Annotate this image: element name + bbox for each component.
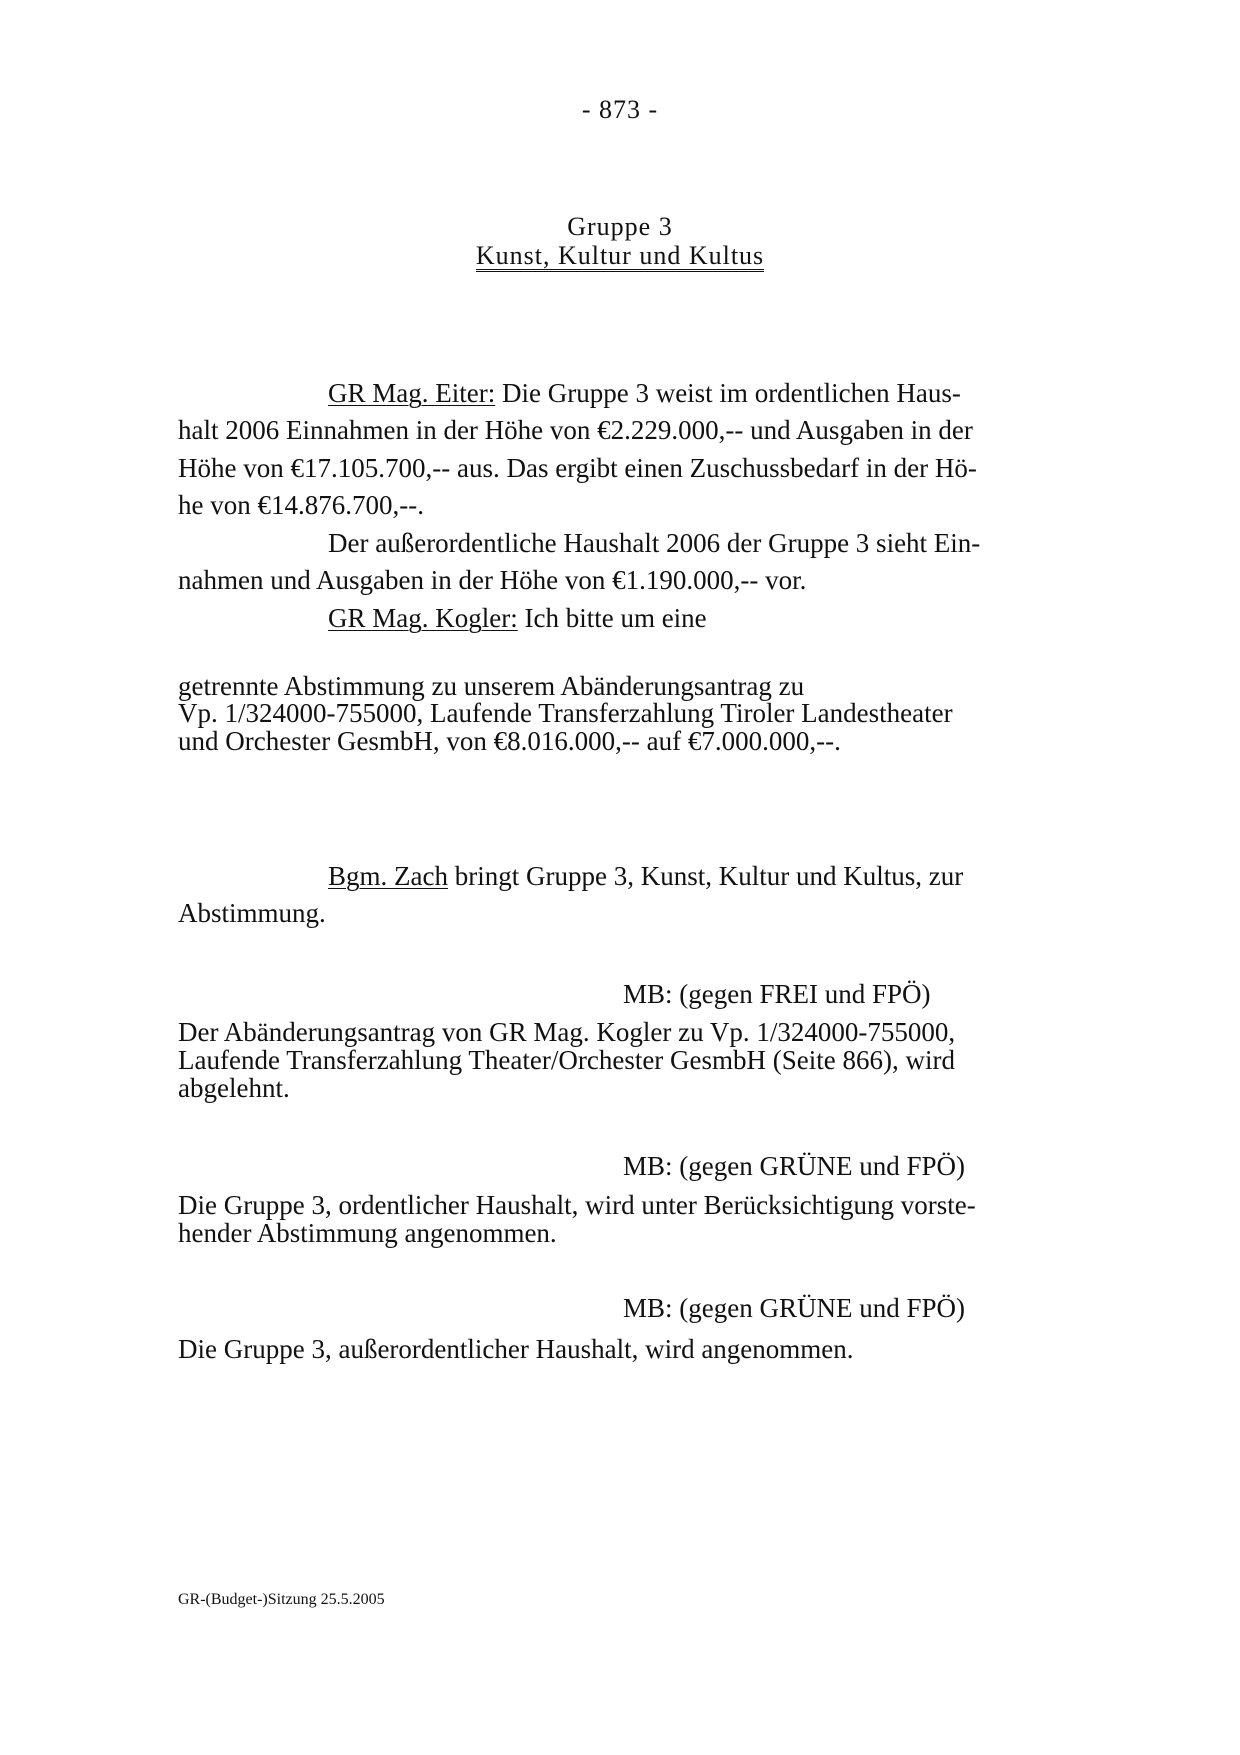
speaker-name: GR Mag. Kogler: (328, 603, 518, 633)
vote-result: MB: (gegen GRÜNE und FPÖ) (623, 1151, 965, 1181)
vote-text: abgelehnt. (178, 1073, 290, 1103)
speech-text: und Orchester GesmbH, von €8.016.000,-- auf €7.000.000,--. (178, 726, 841, 756)
speech-eiter-line (328, 378, 961, 408)
page-number: - 873 - (581, 95, 659, 124)
vote-text: Die Gruppe 3, außerordentlicher Haushalt, wird angenommen. (178, 1334, 854, 1364)
speech-text: nahmen und Ausgaben in der Höhe von €1.190.000,-- vor. (178, 565, 807, 595)
vote-result: MB: (gegen FREI und FPÖ) (623, 979, 931, 1009)
speech-text: Ich bitte um eine (517, 603, 707, 633)
speech-text: Abstimmung. (178, 898, 326, 928)
speech-zach-line (328, 861, 963, 891)
speech-text: Die Gruppe 3 weist im ordentlichen Haus- (495, 378, 961, 408)
vote-text: Die Gruppe 3, ordentlicher Haushalt, wird unter Berücksichtigung vorste- (178, 1190, 976, 1220)
speech-text: bringt Gruppe 3, Kunst, Kultur und Kultus, zur (447, 861, 964, 891)
section-subtitle: Kunst, Kultur und Kultus (475, 241, 765, 270)
footer: GR-(Budget-)Sitzung 25.5.2005 (178, 1591, 385, 1608)
vote-text: Der Abänderungsantrag von GR Mag. Kogler zu Vp. 1/324000-755000, (178, 1017, 956, 1047)
vote-result: MB: (gegen GRÜNE und FPÖ) (623, 1293, 965, 1323)
speech-text: Der außerordentliche Haushalt 2006 der Gruppe 3 sieht Ein- (328, 528, 981, 558)
section-title: Gruppe 3 (567, 212, 673, 241)
speech-text: getrennte Abstimmung zu unserem Abänderungsantrag zu (178, 671, 805, 701)
speech-text: Höhe von €17.105.700,-- aus. Das ergibt einen Zuschussbedarf in der Hö- (178, 453, 977, 483)
section-subtitle-wrap (0, 241, 1240, 272)
vote-text: hender Abstimmung angenommen. (178, 1218, 557, 1248)
speech-text: halt 2006 Einnahmen in der Höhe von €2.229.000,-- und Ausgaben in der (178, 415, 973, 445)
speech-kogler-line (328, 603, 707, 633)
speech-text: he von €14.876.700,--. (178, 490, 424, 520)
speaker-name: GR Mag. Eiter: (328, 378, 496, 408)
speech-text: Vp. 1/324000-755000, Laufende Transferzahlung Tiroler Landestheater (178, 698, 953, 728)
vote-text: Laufende Transferzahlung Theater/Orchester GesmbH (Seite 866), wird (178, 1045, 956, 1075)
speaker-name: Bgm. Zach (328, 861, 448, 891)
